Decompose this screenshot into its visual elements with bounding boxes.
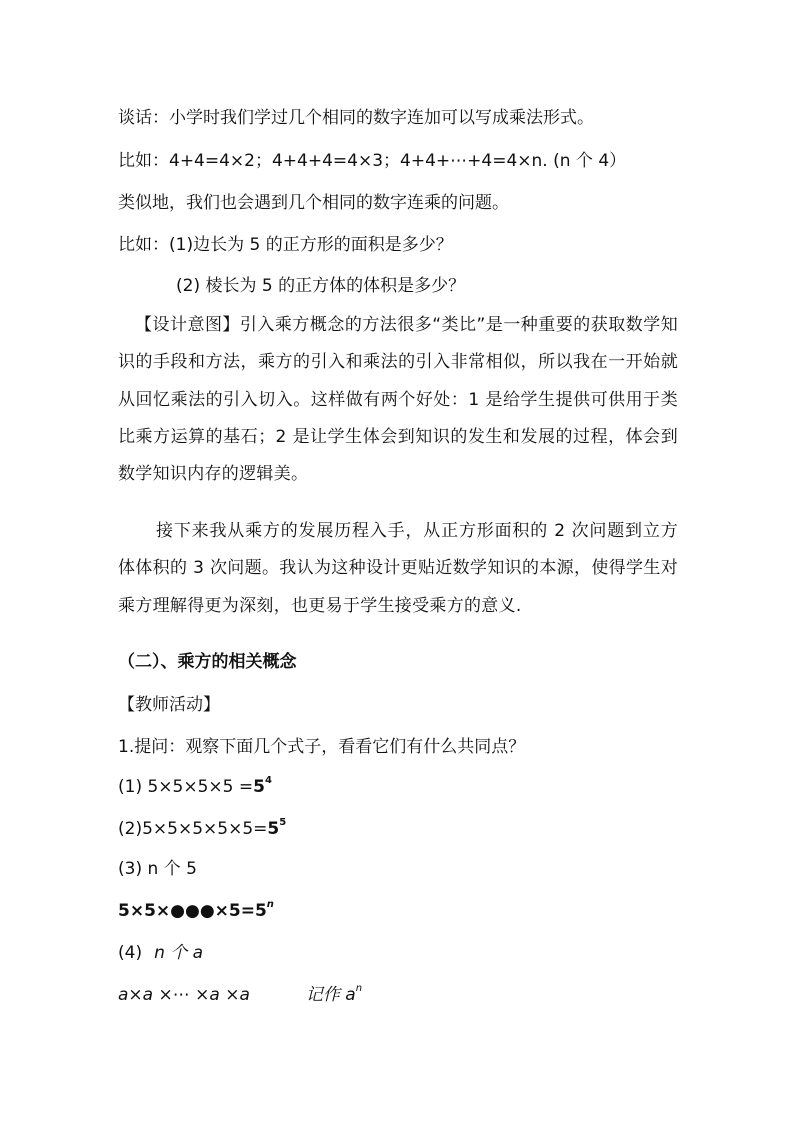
formula-1-base: 5 <box>253 777 265 797</box>
formula-2-expression: (2)5×5×5×5×5= <box>118 819 268 839</box>
formula-1-expression: (1) 5×5×5×5 = <box>118 777 254 797</box>
formula-1 <box>118 775 272 799</box>
formula-2-exponent: 5 <box>279 817 287 829</box>
intro-example-addition: 比如：4+4=4×2；4+4+4=4×3；4+4+⋯+4=4×n. (n 个 4） <box>118 151 627 171</box>
formula-4-exponent: n <box>355 983 363 995</box>
formula-4 <box>118 983 362 1007</box>
formula-4-label <box>118 941 203 965</box>
next-step-paragraph: 接下来我从乘方的发展历程入手，从正方形面积的 2 次问题到立方体体积的 3 次问题。我认为这种设计更贴近数学知识的本源，使得学生对乘方理解得更为深刻，也更易于学生接受乘方的意义. <box>118 521 678 616</box>
formula-2-base: 5 <box>267 819 280 839</box>
formula-3-exponent: n <box>266 899 274 911</box>
formula-4-label-text: n 个 a <box>154 943 204 963</box>
intro-example-question-1: 比如：(1)边长为 5 的正方形的面积是多少？ <box>118 235 453 255</box>
formula-3-label: (3) n 个 5 <box>118 859 197 879</box>
formula-3-expression: 5×5×●●●×5=5 <box>118 901 267 921</box>
design-intent-paragraph: 【设计意图】引入乘方概念的方法很多“类比”是一种重要的获取数学知识的手段和方法，乘方的引入和乘法的引入非常相似，所以我在一开始就从回忆乘法的引入切入。这样做有两个好处：1 是给学生提供可供用于类比乘方运算的基石；2 是让学生体会到知识的发生和发展的过程，体会到数学知识内存的逻辑美。 <box>118 315 678 485</box>
section-heading: （二）、乘方的相关概念 <box>118 652 297 672</box>
teacher-activity-label: 【教师活动】 <box>118 695 220 715</box>
formula-4-note: 记作 a <box>305 985 356 1005</box>
intro-example-question-2: (2) 棱长为 5 的正方体的体积是多少？ <box>176 276 466 296</box>
formula-2 <box>118 817 286 841</box>
formula-4-expression: a×a ×⋯ ×a ×a <box>118 985 250 1005</box>
intro-talk: 谈话：小学时我们学过几个相同的数字连加可以写成乘法形式。 <box>118 108 594 128</box>
formula-3 <box>118 899 274 923</box>
intro-similar: 类似地，我们也会遇到几个相同的数字连乘的问题。 <box>118 193 509 213</box>
formula-4-label-number: (4) <box>118 943 143 963</box>
question-prompt: 1.提问：观察下面几个式子，看看它们有什么共同点？ <box>118 737 526 757</box>
formula-1-exponent: 4 <box>264 775 272 787</box>
